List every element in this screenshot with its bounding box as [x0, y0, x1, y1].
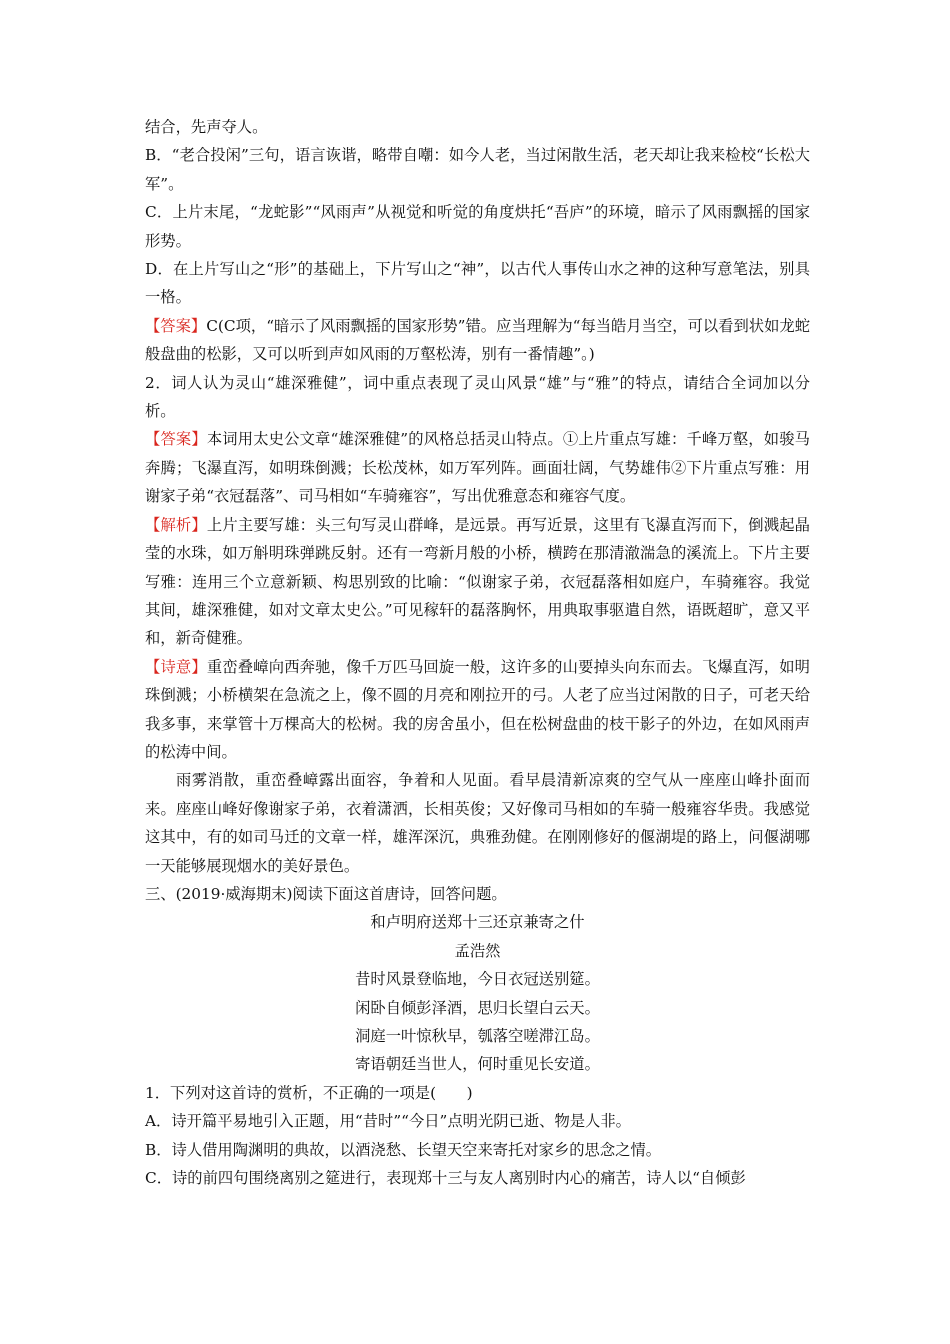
q2-analysis: [145, 511, 810, 653]
q1-option-c: C．上片末尾，“龙蛇影”“风雨声”从视觉和听觉的角度烘托“吾庐”的环境，暗示了风雨飘摇的国家形势。: [145, 203, 810, 250]
answer-text: 本词用太史公文章“雄深雅健”的风格总括灵山特点。①上片重点写雄：千峰万壑，如骏马奔腾；飞瀑直泻，如明珠倒溅；长松茂林，如万军列阵。画面壮阔，气势雄伟②下片重点写雅：用谢家子弟“衣冠磊落”、司马相如“车骑雍容”，写出优雅意态和雍容气度。: [145, 430, 810, 506]
q1-answer: [145, 312, 810, 369]
poem-title: 和卢明府送郑十三还京兼寄之什: [370, 913, 585, 932]
answer-tag: 【答案】: [145, 430, 207, 449]
analysis-tag: 【解析】: [145, 515, 207, 534]
poem-meaning-1: [145, 653, 810, 767]
poem-line: 昔时风景登临地，今日衣冠送别筵。: [355, 970, 600, 989]
poem-meaning-2: 雨雾消散，重峦叠嶂露出面容，争着和人见面。看早晨清新凉爽的空气从一座座山峰扑面而来。座座山峰好像谢家子弟，衣着潇洒，长相英俊；又好像司马相如的车骑一般雍容华贵。我感觉这其中，有的如司马迁的文章一样，雄浑深沉，典雅劲健。在刚刚修好的偃湖堤的路上，问偃湖哪一天能够展现烟水的美好景色。: [145, 771, 810, 875]
answer-tag: 【答案】: [145, 316, 207, 335]
analysis-text: 上片主要写雄：头三句写灵山群峰，是远景。再写近景，这里有飞瀑直泻而下，倒溅起晶莹的水珠，如万斛明珠弹跳反射。还有一弯新月般的小桥，横跨在那清澈湍急的溪流上。下片主要写雅：连用三个立意新颖、构思别致的比喻：“似谢家子弟，衣冠磊落相如庭户，车骑雍容。我觉其间，雄深雅健，如对文章太史公。”可见稼轩的磊落胸怀，用典取事驱遣自然，语既超旷，意又平和，新奇健雅。: [145, 515, 810, 648]
poem-line: 洞庭一叶惊秋早，瓠落空嗟滞江岛。: [355, 1027, 600, 1045]
poem-line: 闲卧自倾彭泽酒，思归长望白云天。: [355, 998, 600, 1017]
q2-question: 2．词人认为灵山“雄深雅健”，词中重点表现了灵山风景“雄”与“雅”的特点，请结合全词加以分析。: [145, 373, 810, 421]
meaning-tag: 【诗意】: [145, 657, 207, 676]
q1-tail: 结合，先声夺人。: [145, 118, 268, 136]
q2-answer: [145, 425, 810, 510]
poem-author: 孟浩然: [454, 941, 501, 960]
poem-line: 寄语朝廷当世人，何时重见长安道。: [355, 1055, 600, 1074]
answer-text: C(C项，“暗示了风雨飘摇的国家形势”错。应当理解为“每当皓月当空，可以看到状如龙蛇般盘曲的松影，又可以听到声如风雨的万壑松涛，别有一番情趣”。): [145, 316, 810, 364]
s3-option-c: C．诗的前四句围绕离别之筵进行，表现郑十三与友人离别时内心的痛苦，诗人以“自倾彭: [145, 1169, 746, 1188]
s3-option-a: A．诗开篇平易地引入正题，用“昔时”“今日”点明光阴已逝、物是人非。: [145, 1112, 631, 1131]
s3-question-1: 1．下列对这首诗的赏析，不正确的一项是( ): [145, 1083, 473, 1102]
q1-option-b: B．“老合投闲”三句，语言诙谐，略带自嘲：如今人老，当过闲散生活，老天却让我来检校“长松大军”。: [145, 146, 810, 193]
document-page: [145, 113, 810, 1192]
s3-option-b: B．诗人借用陶渊明的典故，以酒浇愁、长望天空来寄托对家乡的思念之情。: [145, 1140, 662, 1159]
meaning-text: 重峦叠嶂向西奔驰，像千万匹马回旋一般，这许多的山要掉头向东而去。飞爆直泻，如明珠倒溅；小桥横架在急流之上，像不圆的月亮和刚拉开的弓。人老了应当过闲散的日子，可老天给我多事，来掌管十万棵高大的松树。我的房舍虽小，但在松树盘曲的枝干影子的外边，在如风雨声的松涛中间。: [145, 657, 810, 761]
q1-option-d: D．在上片写山之“形”的基础上，下片写山之“神”，以古代人事传山水之神的这种写意笔法，别具一格。: [145, 260, 810, 307]
section-heading: 三、(2019·威海期末)阅读下面这首唐诗，回答问题。: [145, 884, 507, 903]
